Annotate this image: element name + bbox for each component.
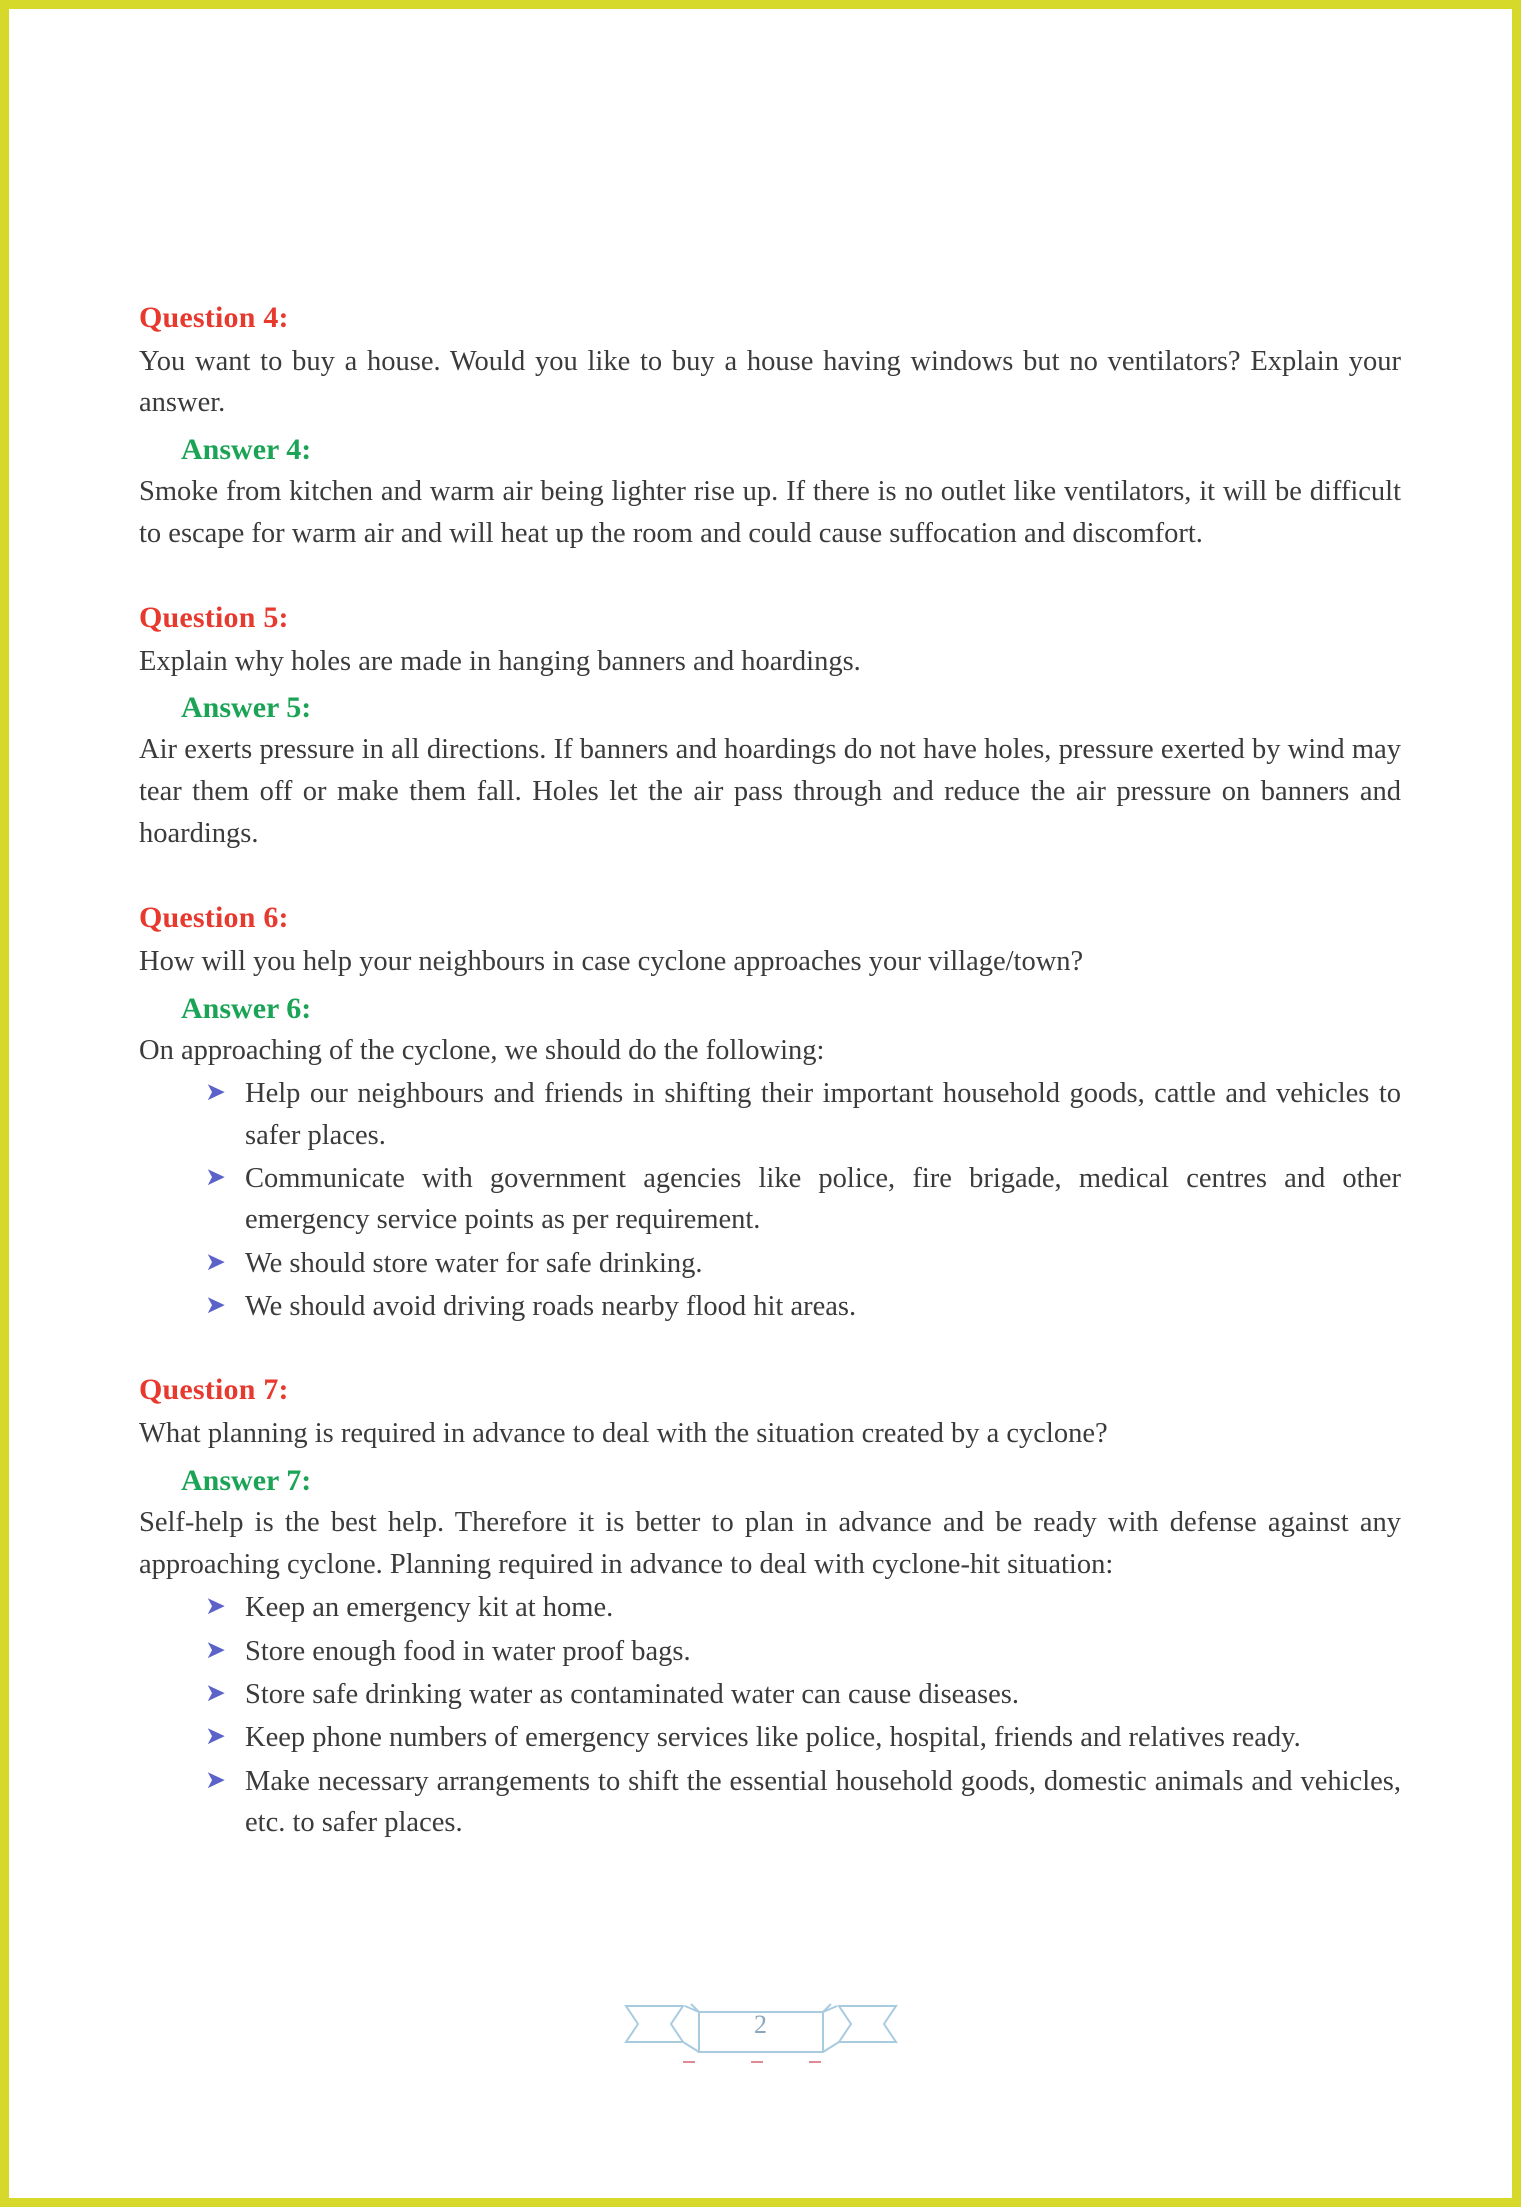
answer-label: Answer 4: (181, 433, 312, 467)
question-label: Question 5: (139, 601, 289, 635)
list-item-text: Communicate with government agencies like police, fire brigade, medical centres and other emergency service points as per requirement. (245, 1163, 1401, 1236)
question-label: Question 4: (139, 301, 289, 334)
question-text: You want to buy a house. Would you like to buy a house having windows but no ventilators? Explain your answer. (139, 345, 1401, 419)
arrow-bullet-icon: ➤ (205, 1164, 226, 1192)
question-text: How will you help your neighbours in case cyclone approaches your village/town? (139, 945, 1084, 977)
arrow-bullet-icon: ➤ (205, 1291, 226, 1319)
list-item (199, 1286, 1401, 1327)
qa-block (139, 599, 1401, 855)
list-item (199, 1761, 1401, 1844)
list-item-text: Store safe drinking water as contaminated water can cause diseases. (245, 1679, 1019, 1711)
answer-text: On approaching of the cyclone, we should do the following: (139, 1034, 825, 1066)
question-text: Explain why holes are made in hanging banners and hoardings. (139, 645, 861, 677)
arrow-bullet-icon: ➤ (205, 1723, 226, 1751)
qa-block (139, 899, 1401, 1327)
list-item (199, 1158, 1401, 1241)
arrow-bullet-icon: ➤ (205, 1636, 226, 1664)
list-item-text: Store enough food in water proof bags. (245, 1635, 691, 1667)
document-body (139, 299, 1401, 1887)
ribbon-banner (621, 1984, 901, 2074)
answer-label: Answer 5: (181, 691, 312, 725)
answer-label: Answer 7: (181, 1463, 312, 1497)
arrow-bullet-icon: ➤ (205, 1680, 226, 1708)
bullet-list (139, 1587, 1401, 1843)
list-item (199, 1674, 1401, 1715)
question-text: What planning is required in advance to deal with the situation created by a cyclone? (139, 1417, 1108, 1449)
list-item-text: Keep an emergency kit at home. (245, 1592, 614, 1624)
page-sheet (9, 9, 1512, 2198)
arrow-bullet-icon: ➤ (205, 1248, 226, 1276)
bullet-list (139, 1073, 1401, 1327)
list-item-text: We should store water for safe drinking. (245, 1247, 703, 1279)
page-number: 2 (754, 2010, 767, 2039)
list-item-text: Keep phone numbers of emergency services like police, hospital, friends and relatives ready. (245, 1722, 1301, 1754)
list-item (199, 1587, 1401, 1628)
list-item-text: Help our neighbours and friends in shifting their important household goods, cattle and vehicles to safer places. (245, 1078, 1401, 1151)
page-footer (9, 1984, 1512, 2074)
arrow-bullet-icon: ➤ (205, 1766, 226, 1794)
answer-label: Answer 6: (181, 991, 312, 1025)
list-item-text: We should avoid driving roads nearby flood hit areas. (245, 1290, 857, 1322)
arrow-bullet-icon: ➤ (205, 1593, 226, 1621)
answer-text: Smoke from kitchen and warm air being lighter rise up. If there is no outlet like ventilators, it will be difficult to escape for warm air and will heat up the room and could cause suffocation and discomfort. (139, 476, 1401, 550)
arrow-bullet-icon: ➤ (205, 1079, 226, 1107)
answer-text: Air exerts pressure in all directions. If banners and hoardings do not have holes, pressure exerted by wind may tear them off or make them fall. Holes let the air pass through and reduce the air pressure on banners and hoardings. (139, 734, 1401, 850)
question-label: Question 6: (139, 901, 289, 935)
answer-text: Self-help is the best help. Therefore it is better to plan in advance and be ready with defense against any approaching cyclone. Planning required in advance to deal with cyclone-hit situation: (139, 1506, 1401, 1580)
qa-block (139, 299, 1401, 555)
list-item-text: Make necessary arrangements to shift the essential household goods, domestic animals and vehicles, etc. to safer places. (245, 1765, 1401, 1839)
list-item (199, 1717, 1401, 1758)
list-item (199, 1631, 1401, 1672)
question-label: Question 7: (139, 1373, 289, 1407)
list-item (199, 1243, 1401, 1284)
qa-block (139, 1371, 1401, 1843)
list-item (199, 1073, 1401, 1156)
